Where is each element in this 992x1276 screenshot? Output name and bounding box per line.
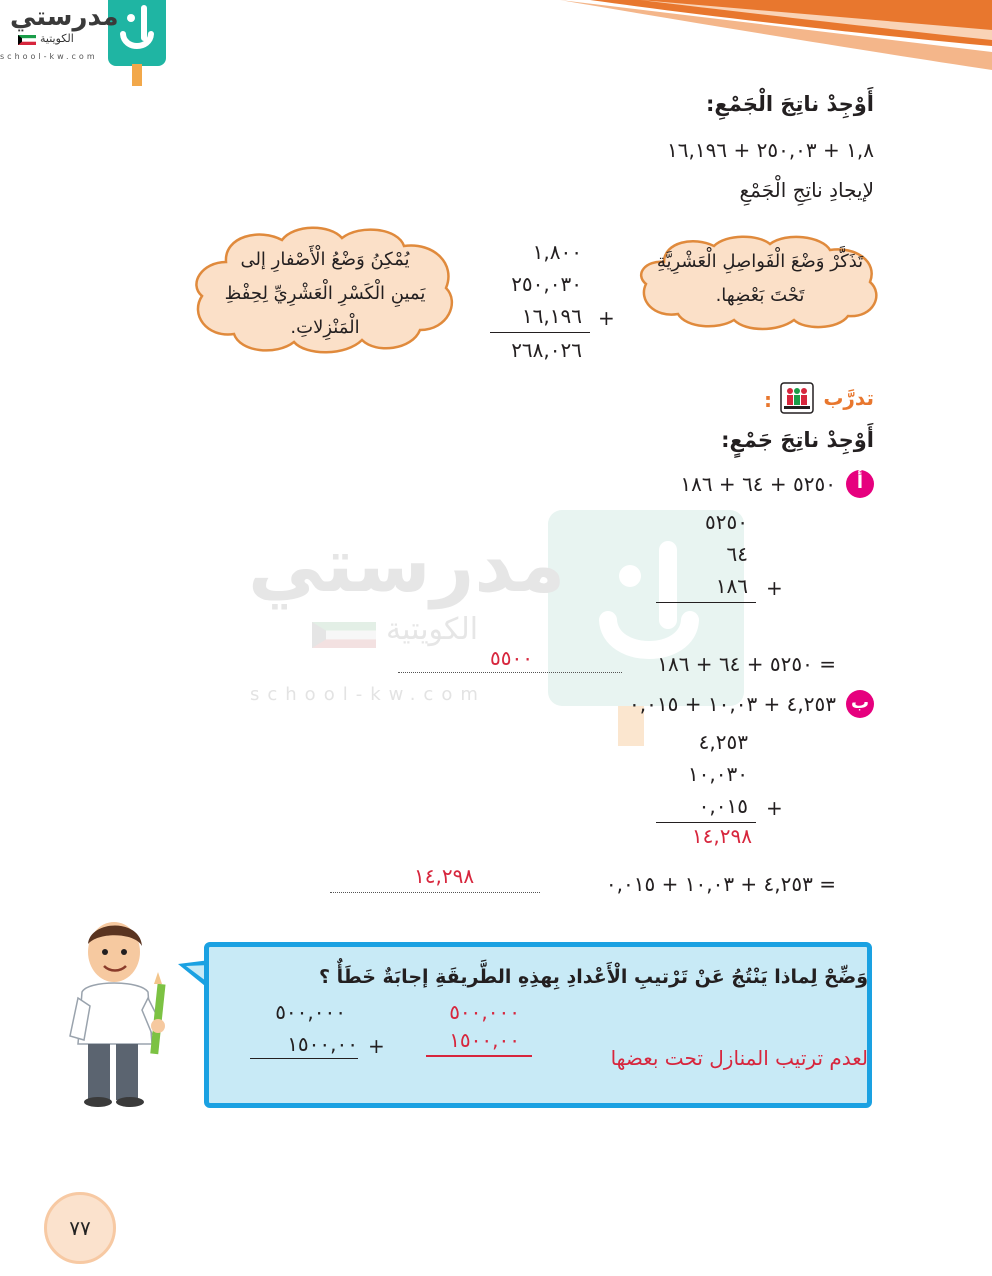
part-a-answer: ٥٥٠٠ [490,646,533,670]
cloud-right-line2: تَحْتَ بَعْضِها. [715,285,805,306]
part-a-answer-line [398,672,622,673]
logo-url: school-kw.com [0,52,98,61]
part-b-plus: + [766,796,783,820]
main-expression: ١,٨ + ٢٥٠,٠٣ + ١٦,١٩٦ [667,138,874,162]
practice-icon [780,382,814,414]
boy-illustration [68,918,180,1108]
explain-wrong-rule [250,1058,358,1059]
part-b-row-1: ٤,٢٥٣ [698,730,748,754]
part-a-expression: ٥٢٥٠ + ٦٤ + ١٨٦ [680,472,836,496]
part-a-rule [656,602,756,603]
watermark-title: مدرستي [248,520,566,609]
explain-red-row-1: ٥٠٠,٠٠٠ [449,1000,520,1024]
column-main-result: ٢٦٨,٠٢٦ [511,338,582,362]
watermark-url: school-kw.com [250,684,486,705]
column-main-plus: + [598,306,615,330]
watermark-flag-icon [312,622,376,648]
kuwait-flag-icon [18,35,36,45]
logo-title: مدرستي [10,2,119,32]
part-b-answer-line [330,892,540,893]
part-a-badge: أ [846,470,874,498]
explain-wrong-row-1: ٥٠٠,٠٠٠ [275,1000,346,1024]
cloud-left-line2: يَمينِ الْكَسْرِ الْعَشْرِيِّ لِحِفْظِ [224,283,426,304]
part-b-equation: ٤,٢٥٣ + ١٠,٠٣ + ٠,٠١٥ = [605,872,836,896]
cloud-left-line1: يُمْكِنُ وَضْعُ الْأَصْفارِ إلى [240,249,410,270]
part-b-answer: ١٤,٢٩٨ [414,864,475,888]
part-b-row-2: ١٠,٠٣٠ [687,762,748,786]
practice-colon: : [764,388,772,412]
part-b-badge: ب [846,690,874,718]
explain-red-row-2: ١٥٠٠,٠٠ [449,1028,520,1052]
practice-heading: أَوْجِدْ ناتِجَ جَمْعٍ: [721,428,874,452]
cloud-left-line3: الْمَنْزِلاتِ. [290,317,360,338]
practice-label: تدرَّب [823,386,874,410]
part-a-row-1: ٥٢٥٠ [705,510,748,534]
explain-red-rule [426,1055,532,1057]
part-b-expression: ٤,٢٥٣ + ١٠,٠٣ + ٠,٠١٥ [629,692,836,716]
column-main-row-2: ٢٥٠,٠٣٠ [511,272,582,296]
watermark-subtitle: الكويتية [386,612,479,647]
explain-wrong-plus: + [368,1034,385,1058]
to-find-text: لإيجادِ ناتِجِ الْجَمْعِ [739,178,874,202]
column-main-row-1: ١,٨٠٠ [532,240,582,264]
column-main-rule [490,332,590,333]
explain-wrong-row-2: ١٥٠٠,٠٠ [287,1032,358,1056]
part-b-rule [656,822,756,823]
part-a-row-2: ٦٤ [726,542,748,566]
cloud-right-line1: تَذَكَّرْ وَضْعَ الْفَواصِلِ الْعَشْرِيَّةِ [656,251,864,272]
part-a-equation: ٥٢٥٠ + ٦٤ + ١٨٦ = [657,652,836,676]
explain-question: وَضِّحْ لِماذا يَنْتُجُ عَنْ تَرْتيبِ الْأَعْدادِ بِهذِهِ الطَّريقَةِ إجابَةٌ خَطَأٌ ؟ [318,966,868,988]
part-a-row-3: ١٨٦ [715,574,748,598]
logo-subtitle: الكويتية [40,32,74,45]
part-b-row-3: ٠,٠١٥ [698,794,748,818]
explain-answer: لعدم ترتيب المنازل تحت بعضها [610,1046,868,1070]
page-number: ٧٧ [44,1192,116,1264]
part-a-plus: + [766,576,783,600]
section-heading: أَوْجِدْ ناتِجَ الْجَمْعِ: [706,92,874,116]
part-b-result: ١٤,٢٩٨ [691,824,752,848]
column-main-row-3: ١٦,١٩٦ [521,304,582,328]
